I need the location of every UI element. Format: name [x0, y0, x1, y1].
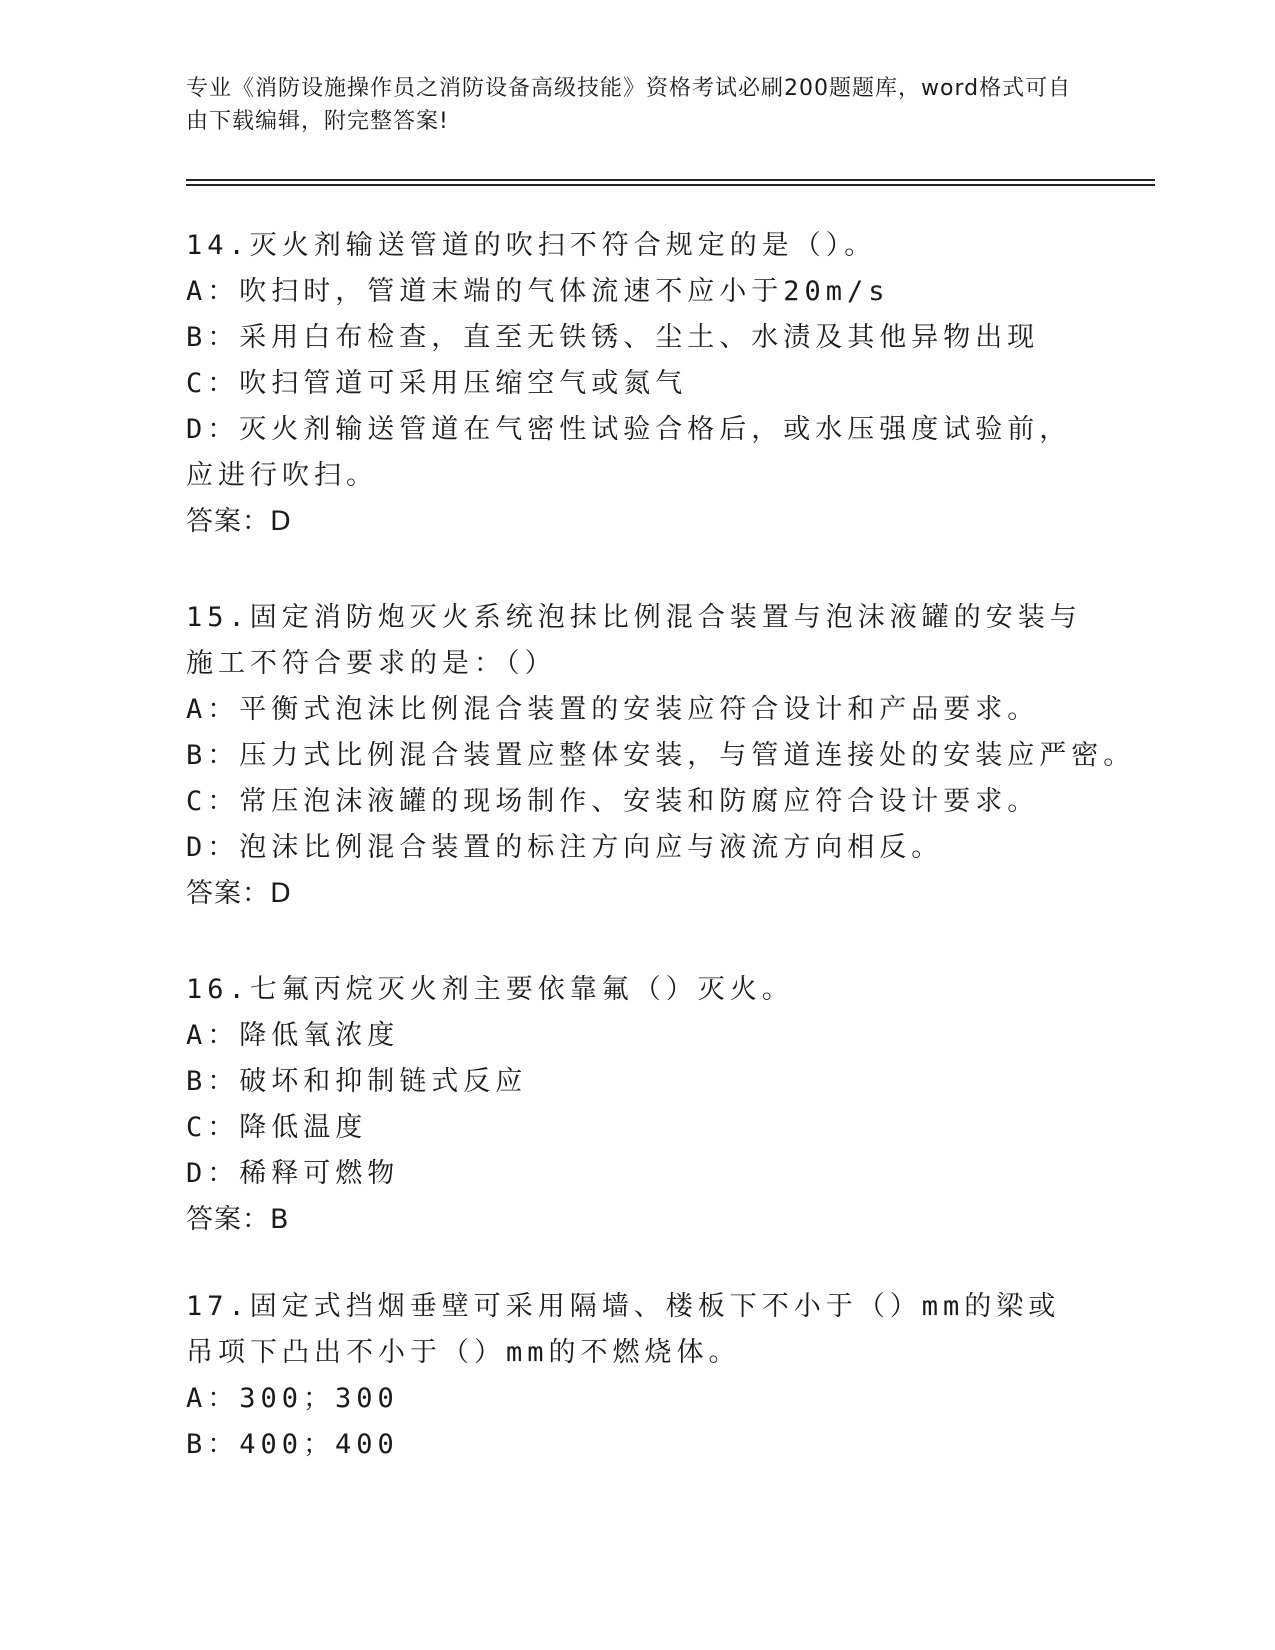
answer-label: 答案：B [186, 1204, 290, 1235]
option-d: D：稀释可燃物 [186, 1158, 400, 1189]
option-b: B：400；400 [186, 1429, 399, 1460]
question-16 [186, 967, 1086, 1243]
header-intro-text: 专业《消防设施操作员之消防设备高级技能》资格考试必刷200题题库，word格式可自由下载编辑，附完整答案! [186, 76, 1072, 134]
answer-label: 答案：D [186, 878, 292, 909]
question-stem: 17.固定式挡烟垂壁可采用隔墙、楼板下不小于（）mm的梁或吊项下凸出不小于（）mm的不燃烧体。 [186, 1291, 1061, 1368]
option-b: B：压力式比例混合装置应整体安装，与管道连接处的安装应严密。 [186, 740, 1136, 771]
question-stem: 15.固定消防炮灭火系统泡抹比例混合装置与泡沫液罐的安装与施工不符合要求的是：（） [186, 602, 1082, 679]
option-b: B：破坏和抑制链式反应 [186, 1066, 528, 1097]
question-15 [186, 595, 1136, 917]
option-a: A：平衡式泡沫比例混合装置的安装应符合设计和产品要求。 [186, 694, 1040, 725]
question-stem: 16.七氟丙烷灭火剂主要依靠氟（）灭火。 [186, 974, 794, 1005]
option-d: D：灭火剂输送管道在气密性试验合格后，或水压强度试验前，应进行吹扫。 [186, 414, 1072, 491]
option-c: C：吹扫管道可采用压缩空气或氮气 [186, 368, 688, 399]
option-c: C：常压泡沫液罐的现场制作、安装和防腐应符合设计要求。 [186, 786, 1040, 817]
question-stem: 14.灭火剂输送管道的吹扫不符合规定的是（）。 [186, 230, 877, 261]
option-a: A：300；300 [186, 1383, 399, 1414]
header-divider-bottom [186, 184, 1155, 186]
option-c: C：降低温度 [186, 1112, 368, 1143]
question-14 [186, 223, 1086, 545]
question-17 [186, 1284, 1086, 1468]
option-b: B：采用白布检查，直至无铁锈、尘土、水渍及其他异物出现 [186, 322, 1040, 353]
header-divider-top [186, 179, 1155, 181]
option-a: A：降低氧浓度 [186, 1020, 400, 1051]
option-a: A：吹扫时，管道末端的气体流速不应小于20m/s [186, 276, 890, 307]
answer-label: 答案：D [186, 506, 292, 537]
document-header [186, 72, 1076, 138]
option-d: D：泡沫比例混合装置的标注方向应与液流方向相反。 [186, 832, 944, 863]
